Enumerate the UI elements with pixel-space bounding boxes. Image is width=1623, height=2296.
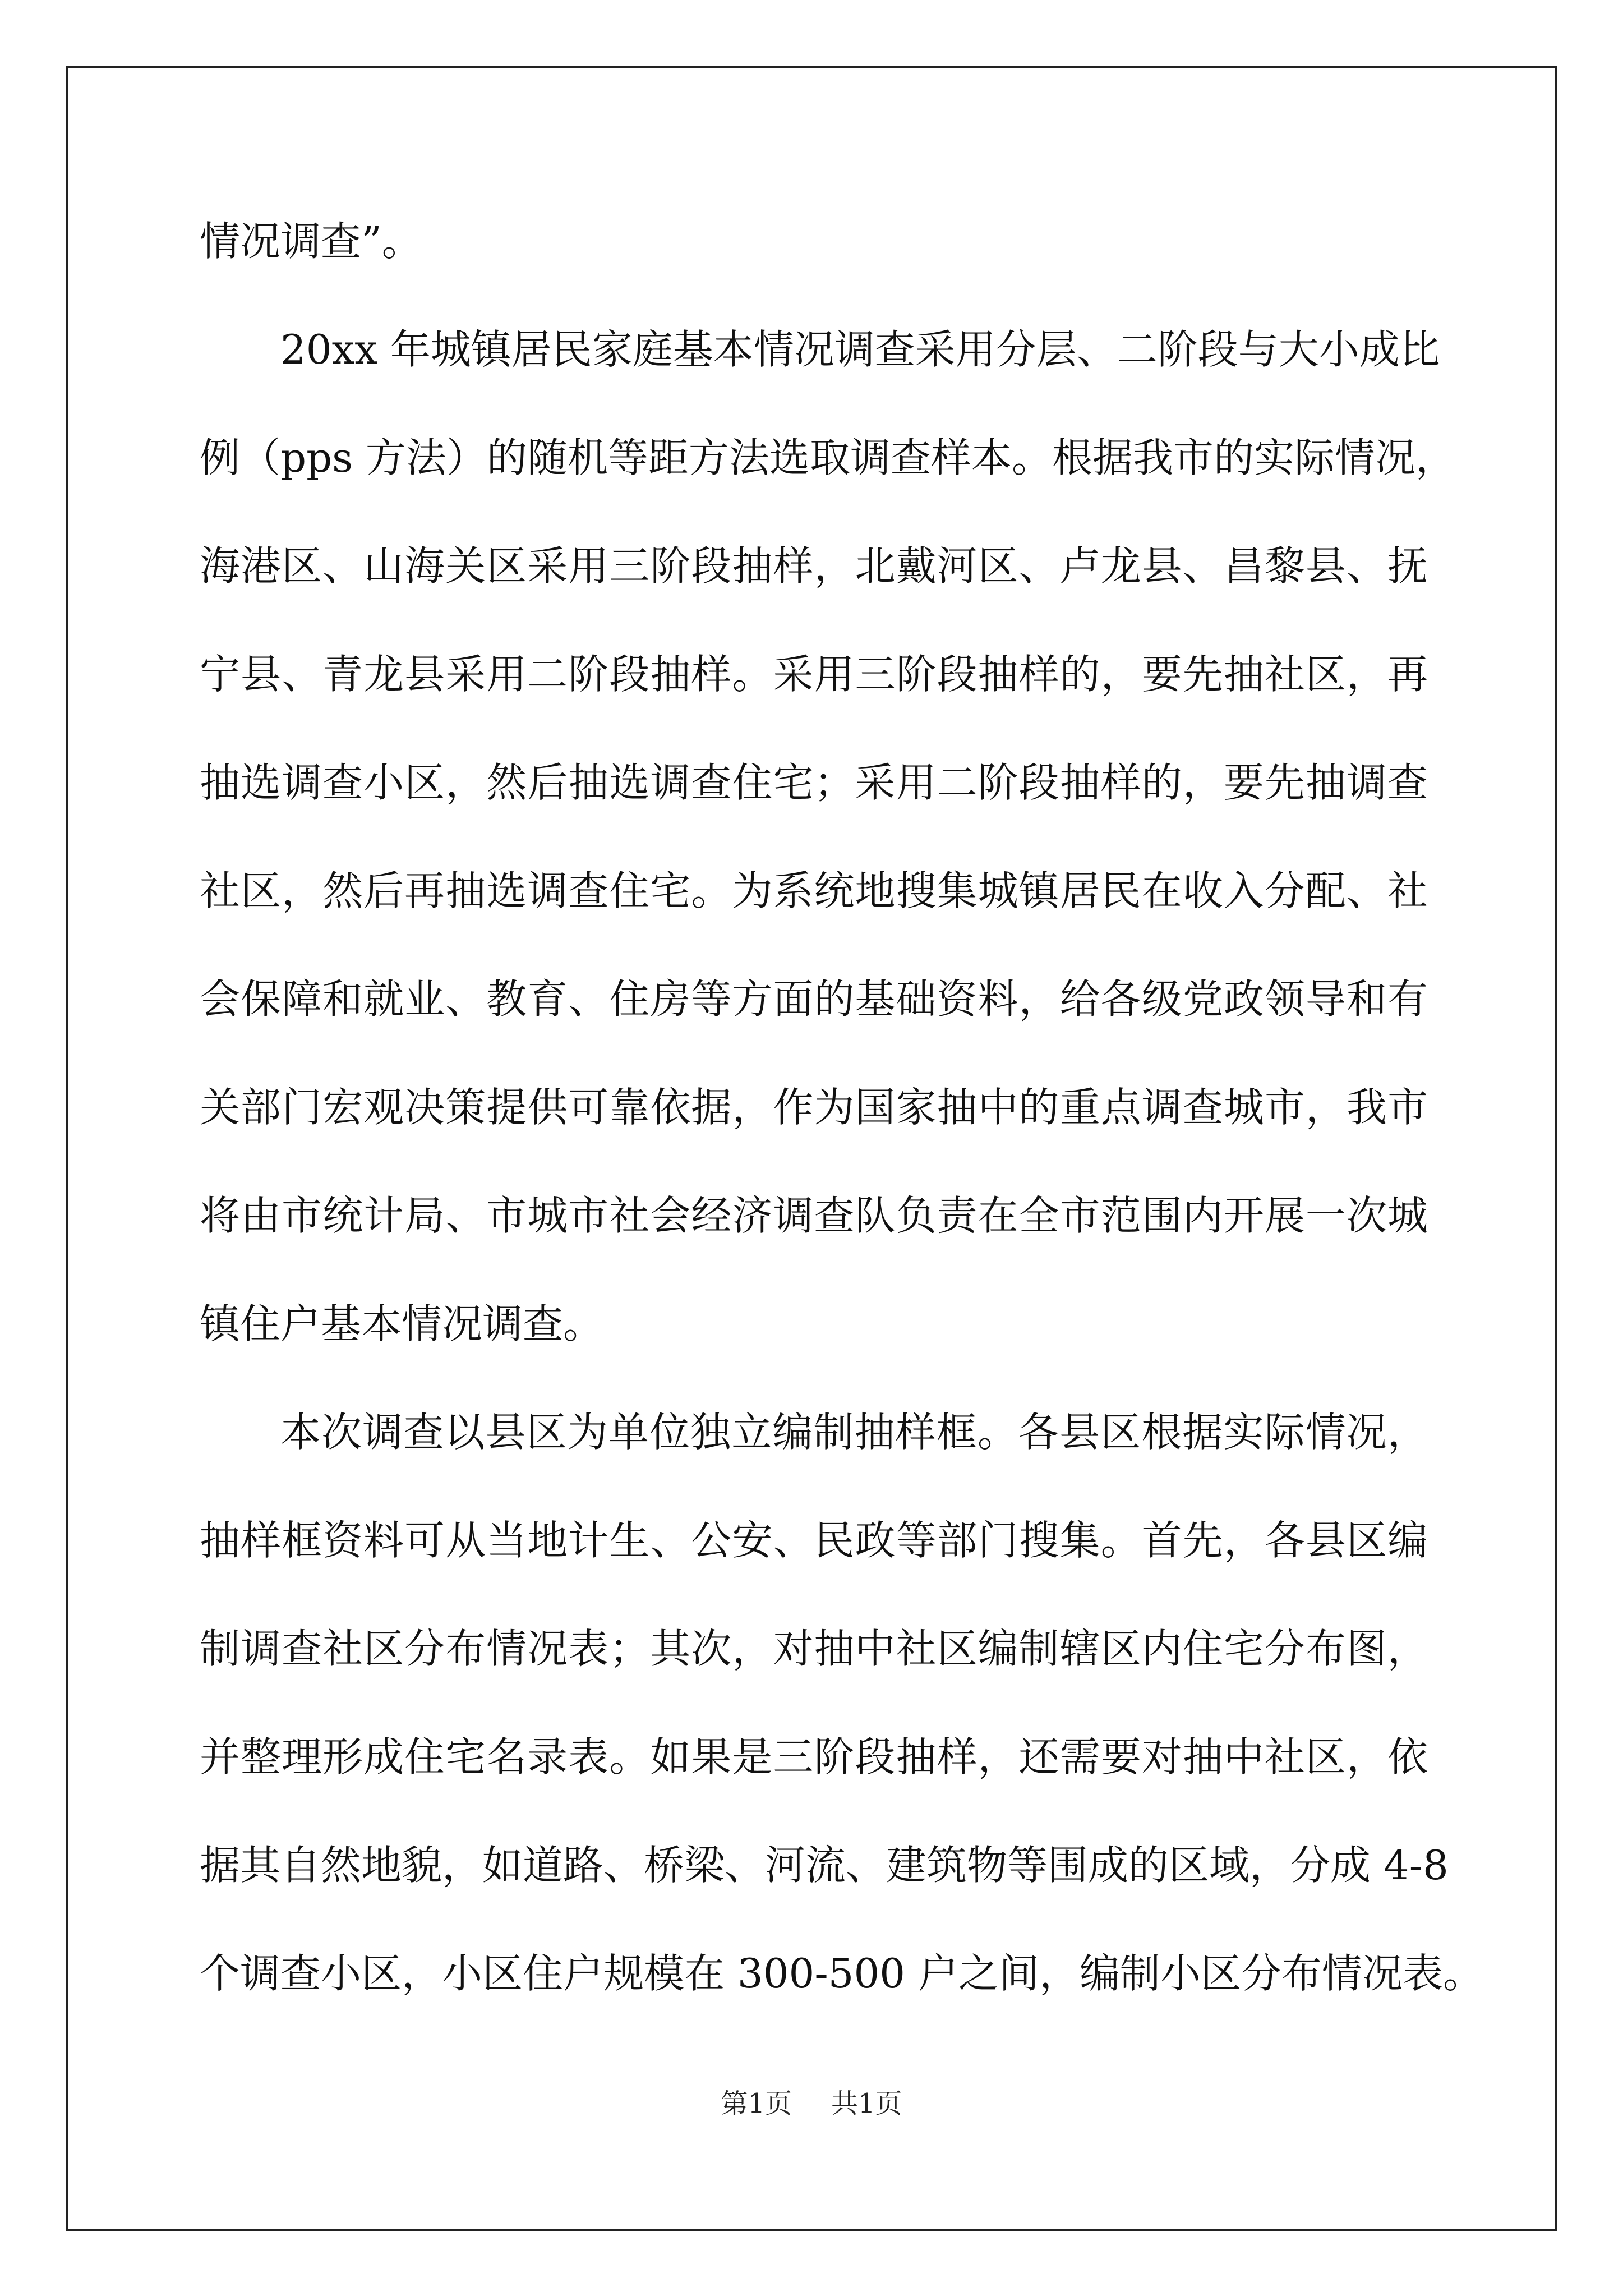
- paragraph-last-line: 镇住户基本情况调查。: [200, 1300, 604, 1347]
- text-line: 抽样框资料可从当地计生、公安、民政等部门搜集。首先，各县区编: [200, 1517, 1428, 1564]
- text-line: 关部门宏观决策提供可靠依据，作为国家抽中的重点调查城市，我市: [200, 1084, 1428, 1131]
- text-line: 据其自然地貌，如道路、桥梁、河流、建筑物等围成的区域，分成 4-8: [200, 1842, 1449, 1889]
- text-line: 抽选调查小区，然后抽选调查住宅；采用二阶段抽样的，要先抽调查: [200, 759, 1428, 806]
- page-footer: [0, 2087, 1623, 2120]
- page-total: 共1页: [831, 2088, 902, 2119]
- text-line: 社区，然后再抽选调查住宅。为系统地搜集城镇居民在收入分配、社: [200, 867, 1428, 914]
- text-line: 海港区、山海关区采用三阶段抽样，北戴河区、卢龙县、昌黎县、抚: [200, 542, 1428, 590]
- text-line: 情况调查”。: [200, 218, 422, 265]
- text-line: 并整理形成住宅名录表。如果是三阶段抽样，还需要对抽中社区，依: [200, 1733, 1428, 1780]
- text-line: 将由市统计局、市城市社会经济调查队负责在全市范围内开展一次城: [200, 1192, 1428, 1239]
- page-number: 第1页: [721, 2088, 792, 2119]
- text-line: 会保障和就业、教育、住房等方面的基础资料，给各级党政领导和有: [200, 976, 1428, 1023]
- page-border: [66, 66, 1557, 2231]
- text-line: 制调查社区分布情况表；其次，对抽中社区编制辖区内住宅分布图，: [200, 1625, 1428, 1672]
- text-line: 宁县、青龙县采用二阶段抽样。采用三阶段抽样的，要先抽社区，再: [200, 651, 1428, 698]
- text-line: 个调查小区，小区住户规模在 300-500 户之间，编制小区分布情况表。: [200, 1950, 1483, 1997]
- paragraph-first-line: 本次调查以县区为单位独立编制抽样框。各县区根据实际情况，: [280, 1409, 1428, 1456]
- paragraph-first-line: 20xx 年城镇居民家庭基本情况调查采用分层、二阶段与大小成比: [280, 326, 1440, 373]
- text-line: 例（pps 方法）的随机等距方法选取调查样本。根据我市的实际情况，: [200, 434, 1456, 481]
